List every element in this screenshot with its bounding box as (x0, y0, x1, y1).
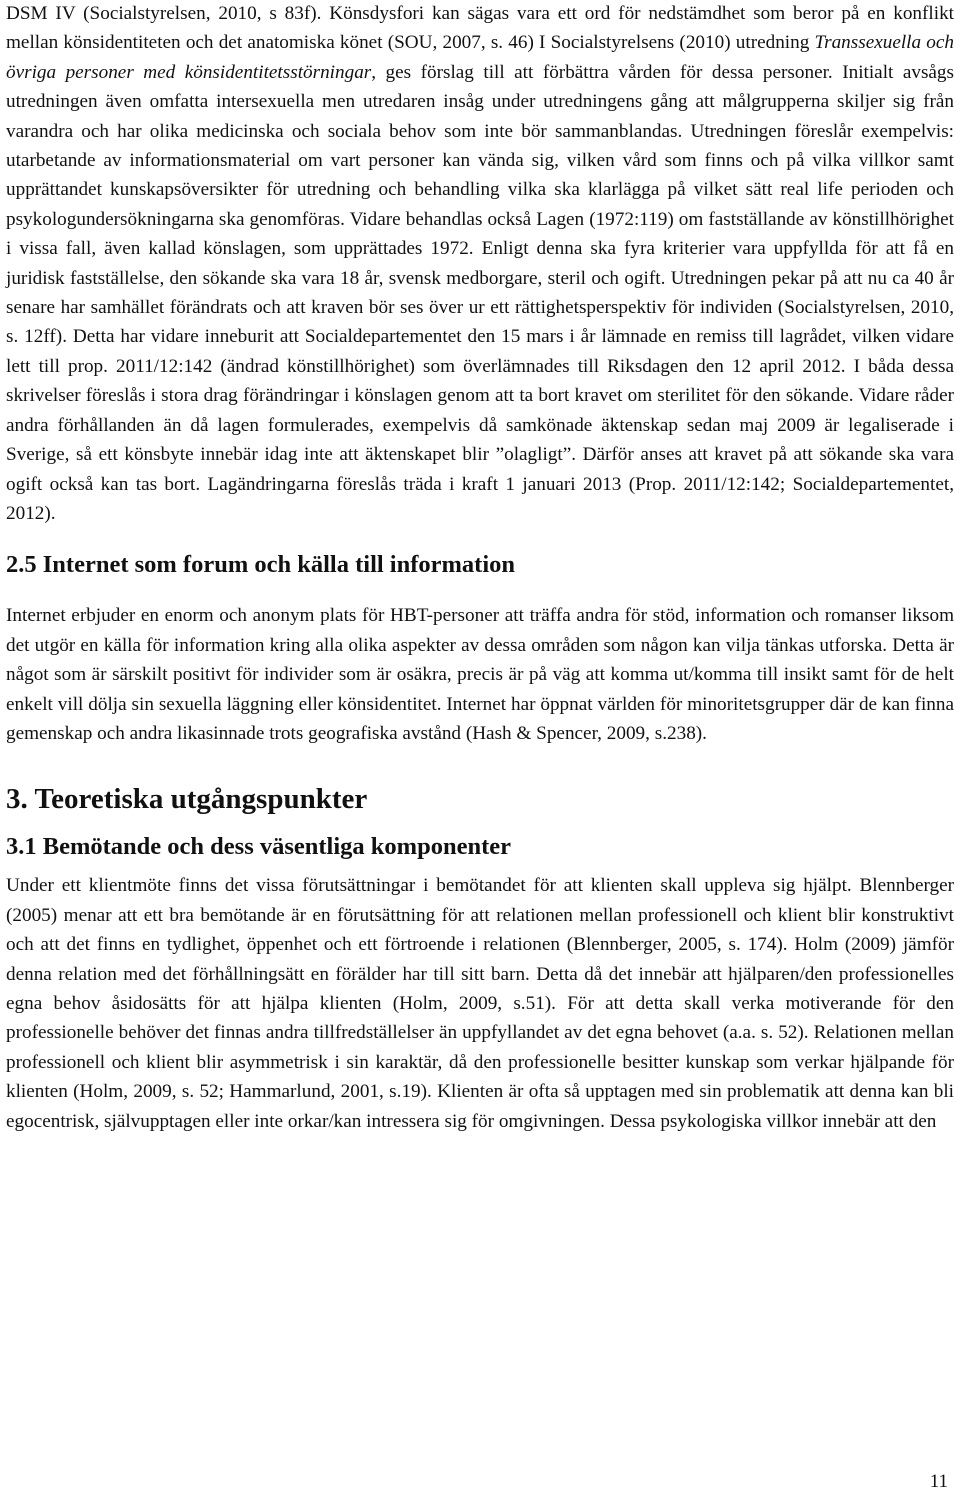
intro-text-b: , ges förslag till att förbättra vården för dessa personer. Initialt avsågs utredningen även omfatta intersexuella men utredaren insåg under utredningens gång att målgrupperna skiljer sig från varandra och har olika medicinska och sociala behov som inte bör sammanblandas. Utredningen föreslår exempelvis: utarbetande av informationsmaterial om vart personer kan vända sig, vilken vård som finns och på vilka villkor samt upprättandet kunskapsöversikter för utredning och behandling vilka ska klarlägga på vilket sätt real life perioden och psykologundersökningarna ska genomföras. Vidare behandlas också Lagen (1972:119) om fastställande av könstillhörighet i vissa fall, även kallad könslagen, som upprättades 1972. Enligt denna ska fyra kriterier vara uppfyllda för att få en juridisk fastställelse, den sökande ska vara 18 år, svensk medborgare, steril och ogift. Utredningen pekar på att nu ca 40 år senare har samhället förändrats och att kraven bör ses över ur ett rättighetsperspektiv för individen (Socialstyrelsen, 2010, s. 12ff). Detta har vidare inneburit att Socialdepartementet den 15 mars i år lämnade en remiss till lagrådet, vilken vidare lett till prop. 2011/12:142 (ändrad könstillhörighet) som överlämnades till Riksdagen den 12 april 2012. I båda dessa skrivelser föreslås i stora drag förändringar i könslagen genom att ta bort kravet om sterilitet för den sökande. Vidare råder andra förhållanden än då lagen formulerades, exempelvis då samkönade äktenskap sedan maj 2009 är legaliserade i Sverige, så ett könsbyte innebär idag inte att äktenskapet blir ”olagligt”. Därför anses att kravet på att sökande ska vara ogift också kan tas bort. Lagändringarna föreslås träda i kraft 1 januari 2013 (Prop. 2011/12:142; Socialdepartementet, 2012). (6, 61, 954, 524)
intro-paragraph (6, 0, 954, 528)
section-3-1-paragraph: Under ett klientmöte finns det vissa förutsättningar i bemötandet för att klienten skall uppleva sig hjälpt. Blennberger (2005) menar att ett bra bemötande är en förutsättning för att relationen mellan professionell och klient blir konstruktivt och att det finns en tydlighet, öppenhet och ett förtroende i relationen (Blennberger, 2005, s. 174). Holm (2009) jämför denna relation med det förhållningsätt en förälder har till sitt barn. Detta då det innebär att hjälparen/den professionelles egna behov åsidosätts för att hjälpa klienten (Holm, 2009, s.51). För att detta skall verka motiverande för den professionelle behöver det finnas andra tillfredställelser än uppfyllandet av det egna behovet (a.a. s. 52). Relationen mellan professionell och klient blir asymmetrisk i sin karaktär, då den professionelle besitter kunskap som verkar hjälpande för klienten (Holm, 2009, s. 52; Hammarlund, 2001, s.19). Klienten är ofta så upptagen med sin problematik att denna kan bli egocentrisk, självupptagen eller inte orkar/kan intressera sig för omgivningen. Dessa psykologiska villkor innebär att den (6, 875, 954, 1132)
intro-text-a: DSM IV (Socialstyrelsen, 2010, s 83f). Könsdysfori kan sägas vara ett ord för nedstämdhet som beror på en konflikt mellan könsidentiteten och det anatomiska könet (SOU, 2007, s. 46) I Socialstyrelsens (2010) utredning (6, 3, 954, 54)
report-title: Transsexuella och övriga personer med könsidentitetsstörningar (6, 32, 954, 83)
section-3-heading: 3. Teoretiska utgångspunkter (6, 783, 368, 816)
section-2-5-paragraph: Internet erbjuder en enorm och anonym plats för HBT-personer att träffa andra för stöd, information och romanser liksom det utgör en källa för information kring alla olika aspekter av dessa områden som någon kan vilja tänkas utforska. Detta är något som är särskilt positivt för individer som är osäkra, precis är på väg att komma ut/komma till insikt samt för de helt enkelt vill dölja sin sexuella läggning eller könsidentitet. Internet har öppnat världen för minoritetsgrupper där de kan finna gemenskap och andra likasinnade trots geografiska avstånd (Hash & Spencer, 2009, s.238). (6, 605, 954, 744)
document-page (6, 0, 954, 1136)
page-number: 11 (929, 1471, 948, 1492)
section-3-1-heading: 3.1 Bemötande och dess väsentliga komponenter (6, 833, 511, 861)
section-2-5-heading: 2.5 Internet som forum och källa till information (6, 551, 516, 579)
